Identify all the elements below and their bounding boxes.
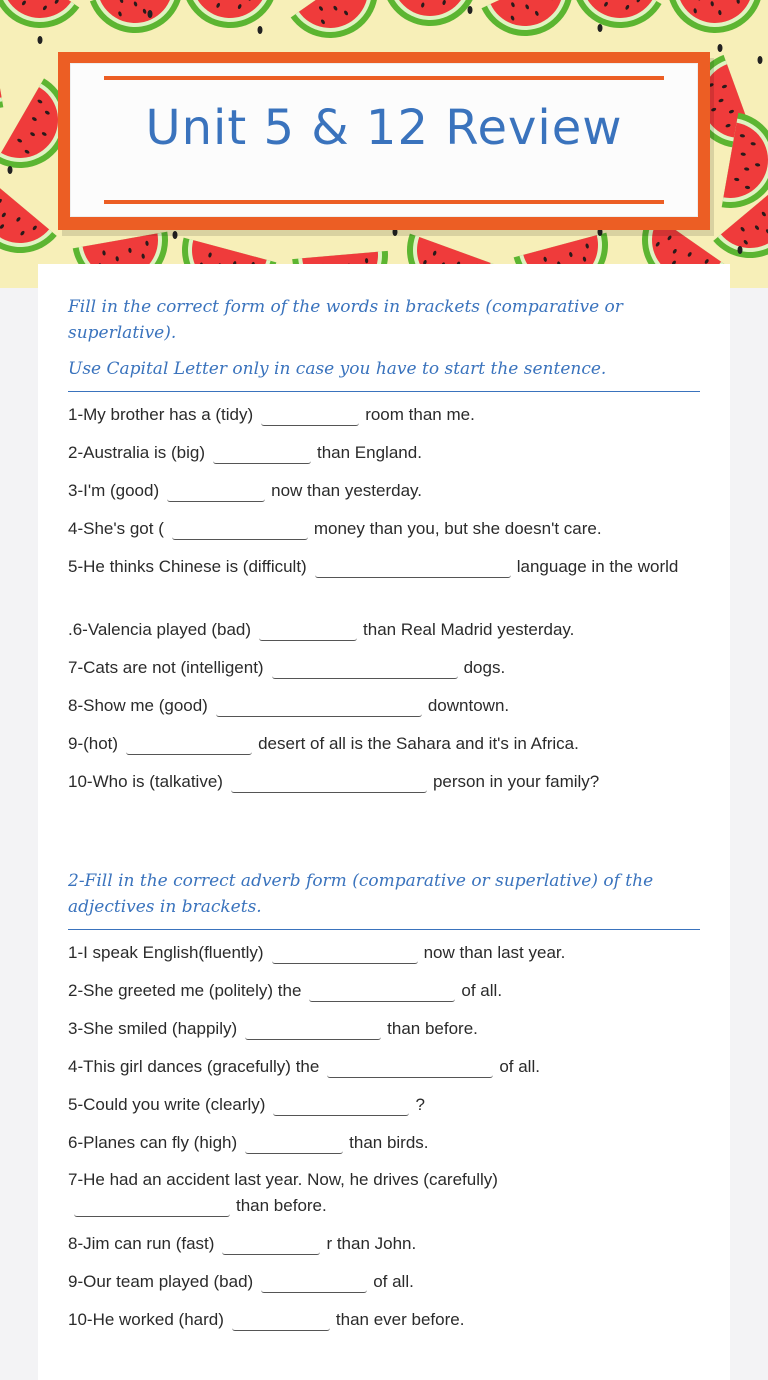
header-banner [0, 0, 768, 288]
question-row: 3-She smiled (happily) than before. [68, 1019, 478, 1038]
question-row: 10-Who is (talkative) person in your family? [68, 772, 600, 791]
question-row: 1-My brother has a (tidy) room than me. [68, 405, 475, 424]
watermelon-slice [90, 0, 197, 47]
question-row: 5-Could you write (clearly) ? [68, 1095, 425, 1114]
answer-blank[interactable] [216, 696, 422, 717]
answer-blank[interactable] [126, 734, 252, 755]
section2-instruction: 2-Fill in the correct adverb form (comparative or superlative) of the adjectives in brackets. [68, 871, 654, 917]
question-row: 6-Planes can fly (high) than birds. [68, 1133, 429, 1152]
question-row: 7-He had an accident last year. Now, he drives (carefully) than before. [68, 1170, 498, 1215]
worksheet [38, 264, 730, 1380]
watermelon-slice [554, 0, 661, 46]
question-row: 1-I speak English(fluently) now than last year. [68, 943, 566, 962]
seed-dot [758, 56, 763, 64]
answer-blank[interactable] [315, 557, 511, 578]
question-row: 4-She's got ( money than you, but she doesn't care. [68, 519, 602, 538]
seed-dot [173, 231, 178, 239]
seed-dot [8, 166, 13, 174]
seed-dot [38, 36, 43, 44]
answer-blank[interactable] [327, 1057, 493, 1078]
watermelon-slice [166, 0, 273, 44]
question-row: 10-He worked (hard) than ever before. [68, 1310, 465, 1329]
question-row: 9-Our team played (bad) of all. [68, 1272, 414, 1291]
watermelon-slice [0, 13, 3, 116]
answer-blank[interactable] [74, 1196, 230, 1217]
section-divider [68, 929, 700, 930]
title-divider [104, 76, 664, 80]
question-row: 5-He thinks Chinese is (difficult) language in the world [68, 557, 679, 576]
title-divider [104, 200, 664, 204]
watermelon-slice [291, 0, 397, 57]
question-row: 4-This girl dances (gracefully) the of all. [68, 1057, 540, 1076]
answer-blank[interactable] [167, 481, 265, 502]
section1-instruction-note: Use Capital Letter only in case you have to start the sentence. [68, 359, 607, 379]
answer-blank[interactable] [231, 772, 427, 793]
question-row: 3-I'm (good) now than yesterday. [68, 481, 422, 500]
seed-dot [598, 24, 603, 32]
question-row: 7-Cats are not (intelligent) dogs. [68, 658, 506, 677]
answer-blank[interactable] [213, 443, 311, 464]
seed-dot [718, 44, 723, 52]
answer-blank[interactable] [245, 1133, 343, 1154]
seed-dot [468, 6, 473, 14]
watermelon-slice [668, 0, 768, 41]
answer-blank[interactable] [273, 1095, 409, 1116]
answer-blank[interactable] [272, 943, 418, 964]
question-row: 8-Jim can run (fast) r than John. [68, 1234, 417, 1253]
watermelon-slice [481, 0, 588, 52]
answer-blank[interactable] [172, 519, 308, 540]
answer-blank[interactable] [261, 405, 359, 426]
answer-blank[interactable] [222, 1234, 320, 1255]
answer-blank[interactable] [261, 1272, 367, 1293]
section1-instruction: Fill in the correct form of the words in brackets (comparative or superlative). [68, 297, 623, 343]
question-row: 2-She greeted me (politely) the of all. [68, 981, 503, 1000]
watermelon-slice [371, 0, 476, 37]
answer-blank[interactable] [272, 658, 458, 679]
question-row: .6-Valencia played (bad) than Real Madrid yesterday. [68, 620, 575, 639]
seed-dot [258, 26, 263, 34]
question-row: 9-(hot) desert of all is the Sahara and it's in Africa. [68, 734, 579, 753]
seed-dot [148, 10, 153, 18]
question-row: 2-Australia is (big) than England. [68, 443, 422, 462]
answer-blank[interactable] [245, 1019, 381, 1040]
seed-dot [738, 246, 743, 254]
page-title: Unit 5 & 12 Review [145, 100, 623, 156]
answer-blank[interactable] [309, 981, 455, 1002]
answer-blank[interactable] [232, 1310, 330, 1331]
answer-blank[interactable] [259, 620, 357, 641]
section-divider [68, 391, 700, 392]
question-row: 8-Show me (good) downtown. [68, 696, 510, 715]
watermelon-slice [0, 174, 57, 272]
